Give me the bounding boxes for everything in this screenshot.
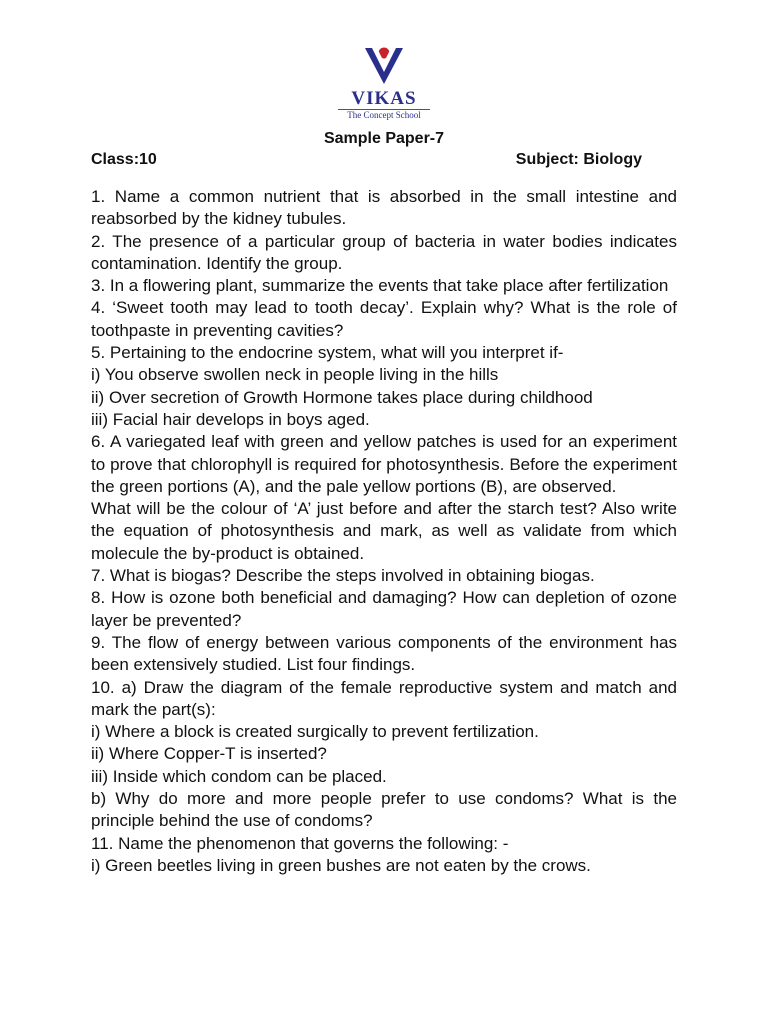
question-line: 1. Name a common nutrient that is absorbed in the small intestine and reabsorbed by the kidney tubules. [91, 187, 677, 229]
question-line: 10. a) Draw the diagram of the female reproductive system and match and mark the part(s): [91, 677, 677, 719]
question-line: i) Green beetles living in green bushes are not eaten by the crows. [91, 855, 591, 875]
question-line: 9. The flow of energy between various components of the environment has been extensively studied. List four findings. [91, 632, 677, 675]
question-line: b) Why do more and more people prefer to use condoms? What is the principle behind the use of condoms? [91, 789, 677, 831]
brand-tagline: The Concept School [338, 109, 430, 120]
question-line: 2. The presence of a particular group of bacteria in water bodies indicates contamination. Identify the group. [91, 231, 677, 273]
question-line: What will be the colour of ‘A’ just before and after the starch test? Also write the equation of photosynthesis and mark, as well as validate from which molecule the by-product is obtained. [91, 499, 677, 563]
brand-name: VIKAS [351, 88, 417, 109]
question-line: 11. Name the phenomenon that governs the following: - [91, 833, 509, 853]
question-line: iii) Facial hair develops in boys aged. [91, 409, 370, 429]
question-line: i) You observe swollen neck in people living in the hills [91, 365, 499, 385]
question-line: 8. How is ozone both beneficial and damaging? How can depletion of ozone layer be prevented? [91, 588, 677, 630]
question-line: i) Where a block is created surgically to prevent fertilization. [91, 722, 539, 742]
question-line: 7. What is biogas? Describe the steps involved in obtaining biogas. [91, 566, 595, 586]
subject-label: Subject: Biology [515, 151, 642, 168]
question-line: 4. ‘Sweet tooth may lead to tooth decay’. Explain why? What is the role of toothpaste in preventing cavities? [91, 298, 677, 340]
question-list [91, 186, 677, 877]
school-logo [334, 44, 434, 122]
question-line: iii) Inside which condom can be placed. [91, 766, 387, 786]
question-line: 5. Pertaining to the endocrine system, what will you interpret if- [91, 343, 564, 363]
question-line: ii) Where Copper-T is inserted? [91, 744, 327, 764]
vikas-emblem-icon [361, 44, 407, 88]
paper-title: Sample Paper-7 [323, 130, 445, 147]
question-line: ii) Over secretion of Growth Hormone takes place during childhood [91, 387, 593, 407]
question-line: 6. A variegated leaf with green and yellow patches is used for an experiment to prove that chlorophyll is required for photosynthesis. Before the experiment the green portions (A), and the pale yellow portions (B), are observed. [91, 432, 677, 496]
class-label: Class:10 [91, 151, 157, 168]
question-line: 3. In a flowering plant, summarize the events that take place after fertilization [91, 276, 669, 296]
paper-meta [91, 150, 642, 170]
